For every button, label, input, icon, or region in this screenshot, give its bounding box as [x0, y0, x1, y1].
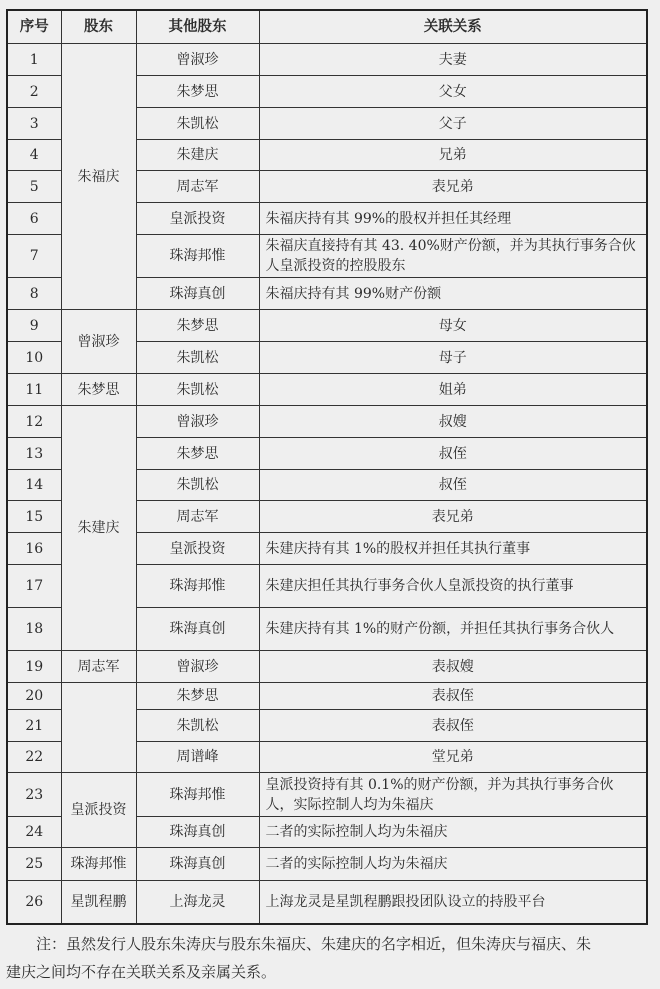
relationship-cell: 兄弟	[259, 140, 647, 171]
shareholder-cell: 皇派投资	[61, 773, 136, 848]
row-index: 5	[7, 171, 61, 203]
table-body	[7, 44, 647, 924]
row-index: 15	[7, 501, 61, 533]
other-shareholder-cell: 上海龙灵	[136, 881, 259, 924]
other-shareholder-cell: 曾淑珍	[136, 406, 259, 438]
row-index: 13	[7, 438, 61, 470]
header-shareholder: 股东	[61, 10, 136, 44]
relationship-cell: 朱建庆担任其执行事务合伙人皇派投资的执行董事	[259, 565, 647, 608]
row-index: 4	[7, 140, 61, 171]
shareholder-cell: 星凯程鹏	[61, 881, 136, 924]
relationship-cell: 上海龙灵是星凯程鹏跟投团队设立的持股平台	[259, 881, 647, 924]
row-index: 6	[7, 203, 61, 235]
row-index: 3	[7, 108, 61, 140]
relationship-cell: 父子	[259, 108, 647, 140]
header-row	[7, 10, 647, 44]
row-index: 20	[7, 683, 61, 710]
table-row	[7, 310, 647, 342]
row-index: 23	[7, 773, 61, 817]
row-index: 17	[7, 565, 61, 608]
relationship-cell: 父女	[259, 76, 647, 108]
other-shareholder-cell: 珠海真创	[136, 817, 259, 848]
other-shareholder-cell: 周谱峰	[136, 742, 259, 773]
relationship-cell: 堂兄弟	[259, 742, 647, 773]
relationship-cell: 表兄弟	[259, 501, 647, 533]
relationship-cell: 母女	[259, 310, 647, 342]
other-shareholder-cell: 曾淑珍	[136, 44, 259, 76]
other-shareholder-cell: 朱凯松	[136, 374, 259, 406]
footnote-line-2: 建庆之间均不存在关联关系及亲属关系。	[6, 963, 277, 981]
shareholder-cell: 朱梦思	[61, 374, 136, 406]
relationship-cell: 夫妻	[259, 44, 647, 76]
row-index: 10	[7, 342, 61, 374]
relationship-cell: 表叔侄	[259, 683, 647, 710]
relationship-cell: 姐弟	[259, 374, 647, 406]
table-row	[7, 44, 647, 76]
relationship-cell: 母子	[259, 342, 647, 374]
row-index: 14	[7, 470, 61, 501]
header-other-shareholder: 其他股东	[136, 10, 259, 44]
other-shareholder-cell: 朱梦思	[136, 438, 259, 470]
row-index: 16	[7, 533, 61, 565]
table-row	[7, 406, 647, 438]
other-shareholder-cell: 朱建庆	[136, 140, 259, 171]
other-shareholder-cell: 周志军	[136, 501, 259, 533]
shareholder-cell	[61, 683, 136, 773]
row-index: 26	[7, 881, 61, 924]
other-shareholder-cell: 朱梦思	[136, 310, 259, 342]
row-index: 24	[7, 817, 61, 848]
other-shareholder-cell: 珠海真创	[136, 278, 259, 310]
other-shareholder-cell: 朱凯松	[136, 342, 259, 374]
other-shareholder-cell: 珠海邦惟	[136, 773, 259, 817]
shareholder-cell: 朱福庆	[61, 44, 136, 310]
other-shareholder-cell: 珠海邦惟	[136, 235, 259, 278]
table-row	[7, 683, 647, 710]
other-shareholder-cell: 朱凯松	[136, 108, 259, 140]
relationship-cell: 二者的实际控制人均为朱福庆	[259, 848, 647, 881]
relationship-cell: 表兄弟	[259, 171, 647, 203]
other-shareholder-cell: 珠海真创	[136, 848, 259, 881]
relationship-cell: 朱福庆持有其 99%财产份额	[259, 278, 647, 310]
row-index: 19	[7, 651, 61, 683]
other-shareholder-cell: 朱梦思	[136, 683, 259, 710]
header-relationship: 关联关系	[259, 10, 647, 44]
row-index: 18	[7, 608, 61, 651]
relationship-cell: 表叔侄	[259, 710, 647, 742]
table-row	[7, 848, 647, 881]
row-index: 22	[7, 742, 61, 773]
relationship-cell: 叔侄	[259, 438, 647, 470]
other-shareholder-cell: 朱凯松	[136, 710, 259, 742]
table-row	[7, 881, 647, 924]
shareholder-cell: 周志军	[61, 651, 136, 683]
other-shareholder-cell: 朱梦思	[136, 76, 259, 108]
other-shareholder-cell: 皇派投资	[136, 533, 259, 565]
footnote-line-1: 注：虽然发行人股东朱涛庆与股东朱福庆、朱建庆的名字相近，但朱涛庆与福庆、朱	[36, 935, 592, 953]
relationship-cell: 朱福庆持有其 99%的股权并担任其经理	[259, 203, 647, 235]
relationship-cell: 朱建庆持有其 1%的财产份额，并担任其执行事务合伙人	[259, 608, 647, 651]
shareholder-cell: 曾淑珍	[61, 310, 136, 374]
row-index: 7	[7, 235, 61, 278]
relationship-cell: 朱建庆持有其 1%的股权并担任其执行董事	[259, 533, 647, 565]
relationship-cell: 皇派投资持有其 0.1%的财产份额，并为其执行事务合伙人，实际控制人均为朱福庆	[259, 773, 647, 817]
other-shareholder-cell: 珠海邦惟	[136, 565, 259, 608]
related-party-table	[6, 9, 648, 925]
other-shareholder-cell: 皇派投资	[136, 203, 259, 235]
row-index: 11	[7, 374, 61, 406]
shareholder-cell: 朱建庆	[61, 406, 136, 651]
other-shareholder-cell: 周志军	[136, 171, 259, 203]
relationship-cell: 二者的实际控制人均为朱福庆	[259, 817, 647, 848]
table-row	[7, 374, 647, 406]
relationship-cell: 叔嫂	[259, 406, 647, 438]
row-index: 12	[7, 406, 61, 438]
row-index: 9	[7, 310, 61, 342]
table-row	[7, 773, 647, 817]
row-index: 21	[7, 710, 61, 742]
shareholder-cell: 珠海邦惟	[61, 848, 136, 881]
row-index: 2	[7, 76, 61, 108]
relationship-cell: 表叔嫂	[259, 651, 647, 683]
relationship-cell: 叔侄	[259, 470, 647, 501]
other-shareholder-cell: 朱凯松	[136, 470, 259, 501]
other-shareholder-cell: 曾淑珍	[136, 651, 259, 683]
row-index: 8	[7, 278, 61, 310]
row-index: 1	[7, 44, 61, 76]
relationship-cell: 朱福庆直接持有其 43. 40%财产份额，并为其执行事务合伙人皇派投资的控股股东	[259, 235, 647, 278]
other-shareholder-cell: 珠海真创	[136, 608, 259, 651]
table-row	[7, 651, 647, 683]
row-index: 25	[7, 848, 61, 881]
header-index: 序号	[7, 10, 61, 44]
